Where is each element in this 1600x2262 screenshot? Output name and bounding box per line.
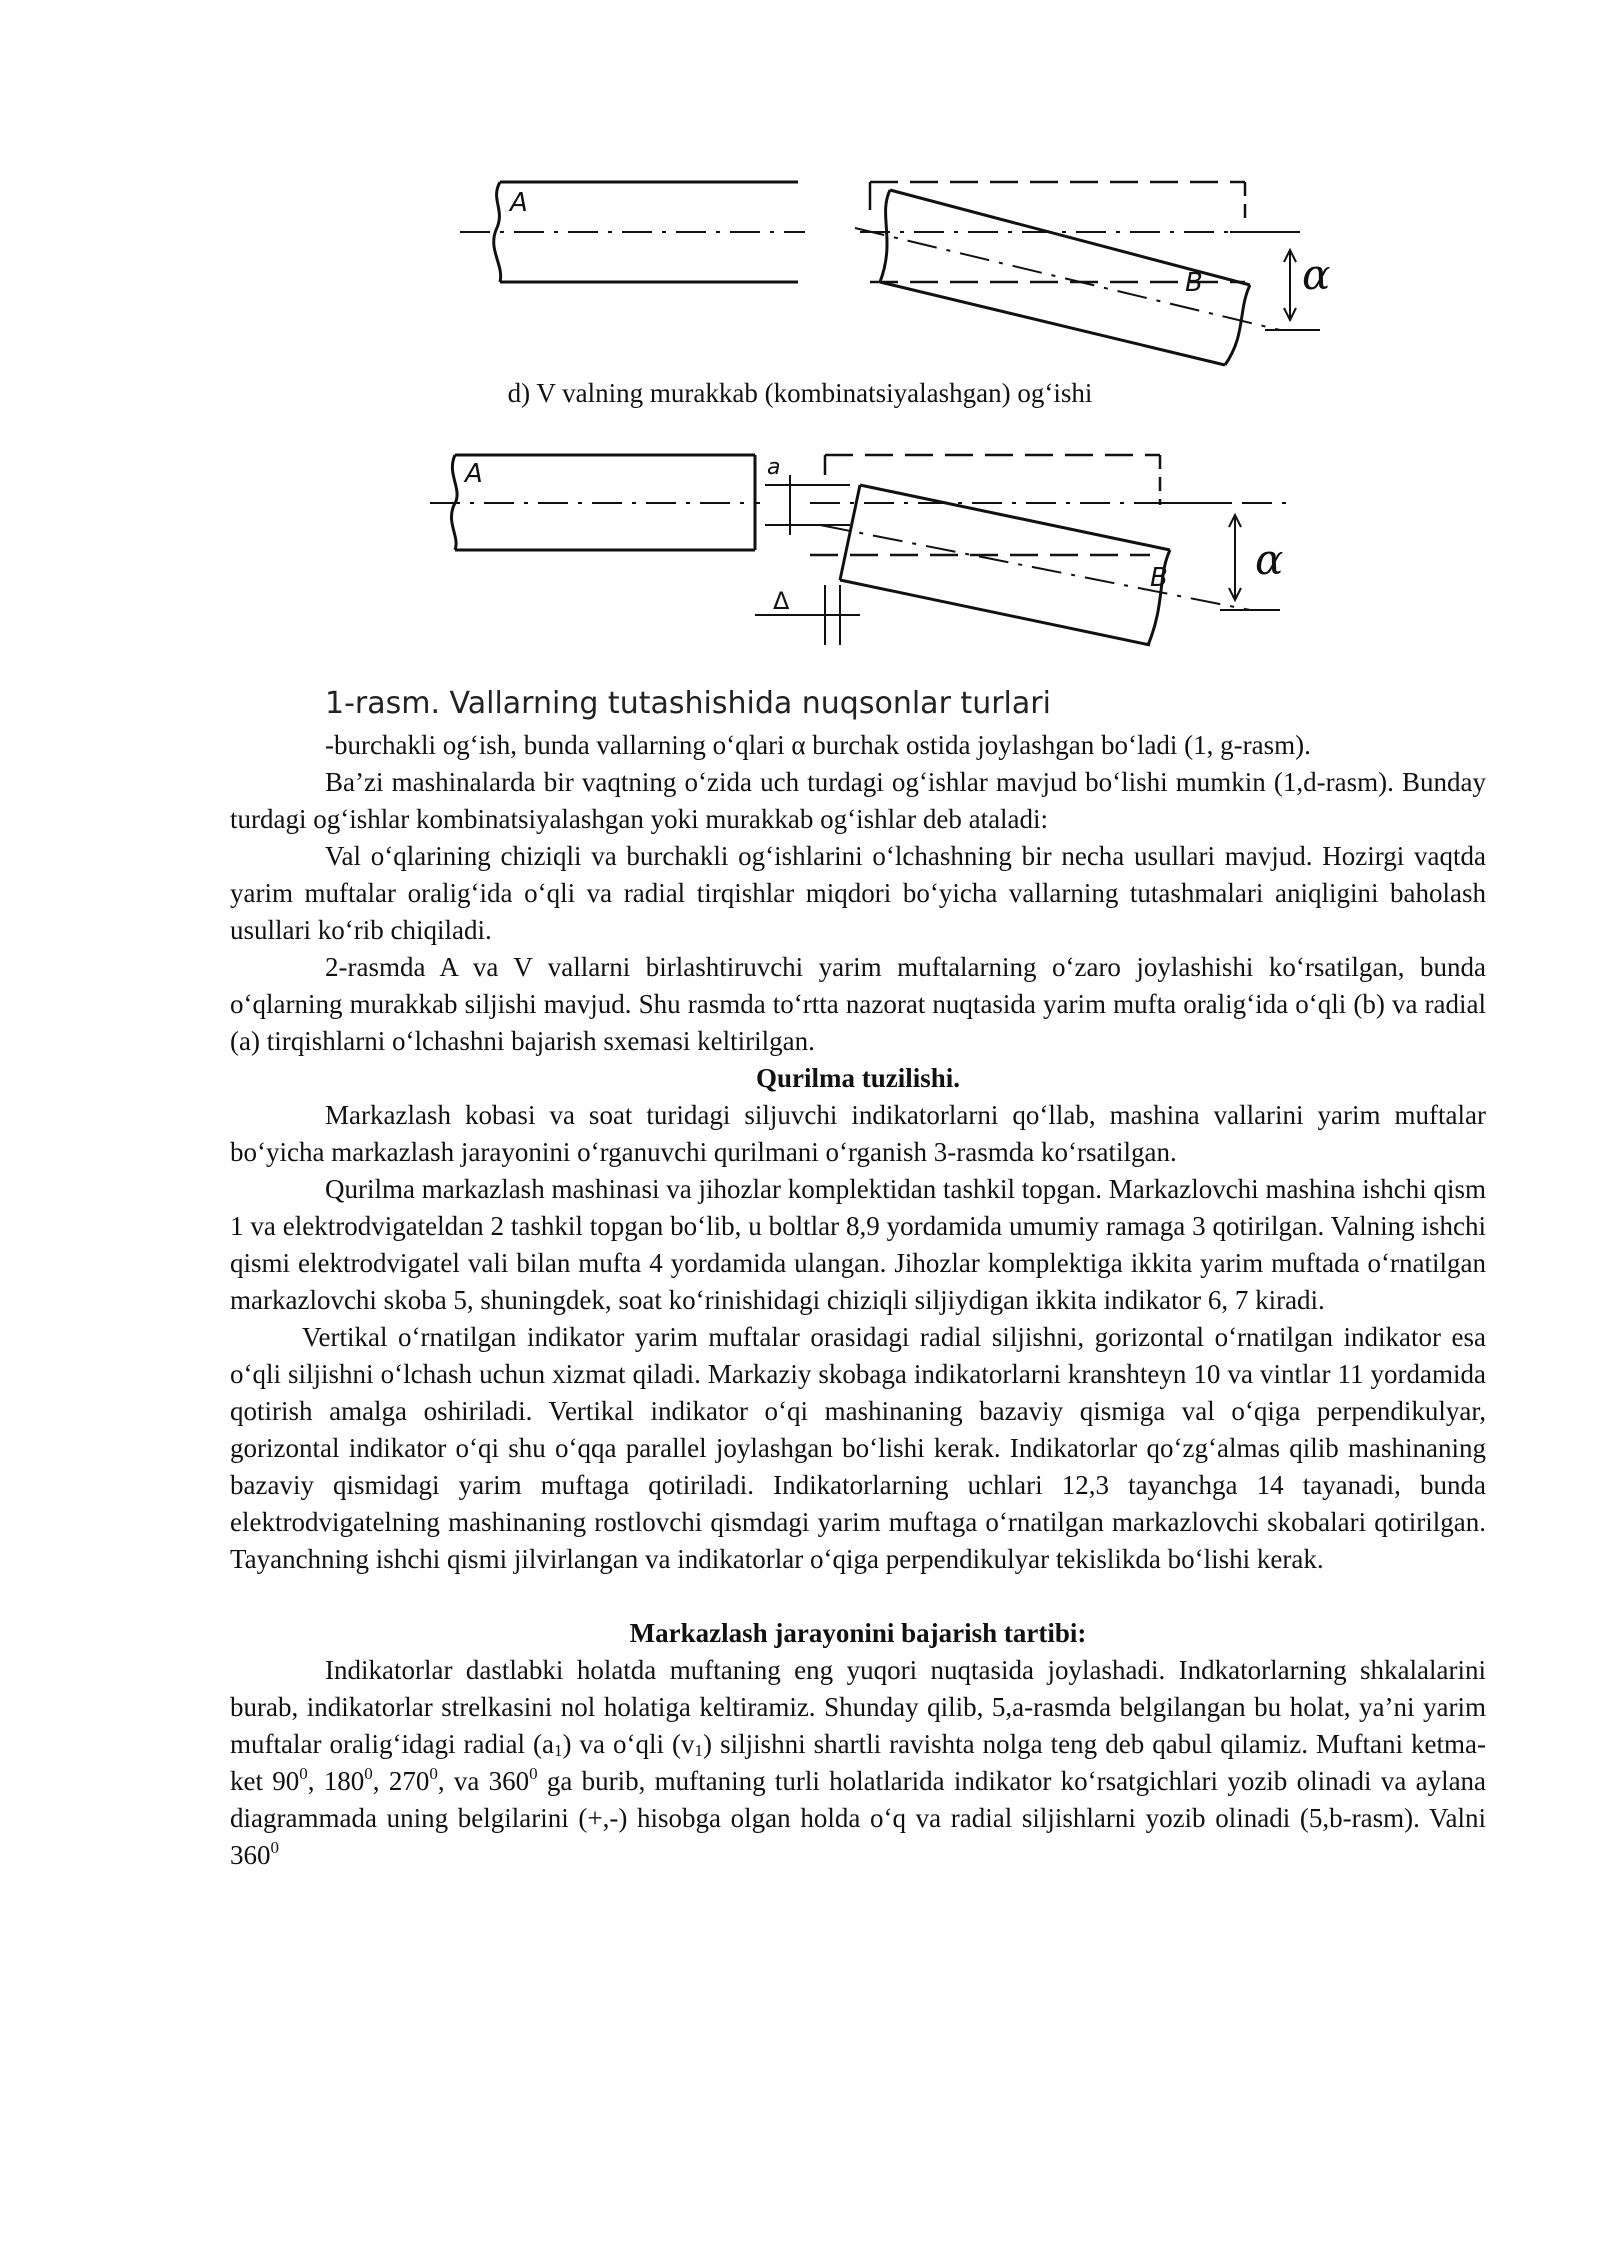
shaft-b-label: B — [1185, 268, 1203, 298]
angle-alpha-label: α — [1302, 250, 1331, 299]
angle-alpha-label: α — [1255, 535, 1284, 584]
figure-e-drawing — [430, 445, 1330, 665]
paragraph-measurement-methods: Val o‘qlarining chiziqli va burchakli og‘ishlarini o‘lchashning bir necha usullari mavjud. Hozirgi vaqtda yarim muftalar oralig‘ida o‘qli va radial tirqishlar miqdori bo‘yicha vallarning tutashmalari aniqligini baholash usullari ko‘rib chiqiladi. — [230, 841, 1486, 945]
figure-d-combined-misalignment — [460, 170, 1340, 375]
shaft-a-label: A — [510, 188, 528, 218]
delta-label: Δ — [773, 587, 790, 615]
figure-d-drawing — [460, 170, 1340, 375]
document-body — [230, 727, 1486, 1874]
paragraph-device-intro: Markazlash kobasi va soat turidagi siljuvchi indikatorlarni qo‘llab, mashina vallarini yarim muftalar bo‘yicha markazlash jarayonini o‘rganuvchi qurilmani o‘rganish 3-rasmda ko‘rsatilgan. — [230, 1100, 1486, 1167]
radial-gap-label: a — [767, 455, 781, 480]
paragraph-indicators: Vertikal o‘rnatilgan indikator yarim muftalar orasidagi radial siljishni, gorizontal o‘rnatilgan indikator esa o‘qli siljishni o‘lchash uchun xizmat qiladi. Markaziy skobaga indikatorlarni kranshteyn 10 va vintlar 11 yordamida qotirish amalga oshiriladi. Vertikal indikator o‘qi mashinaning bazaviy qismiga val o‘qiga perpendikulyar, gorizontal indikator o‘qi shu o‘qqa parallel joylashgan bo‘lishi kerak. Indikatorlar qo‘zg‘almas qilib mashinaning bazaviy qismidagi yarim muftaga qotiriladi. Indikatorlarning uchlari 12,3 tayanchga 14 tayanadi, bunda elektrodvigatelning mashinaning rostlovchi qismdagi yarim muftaga o‘rnatilgan markazlovchi skobalari qotirilgan. Tayanchning ishchi qismi jilvirlangan va indikatorlar o‘qiga perpendikulyar tekislikda bo‘lishi kerak. — [230, 1322, 1486, 1574]
paragraph-figure2: 2-rasmda A va V vallarni birlashtiruvchi yarim muftalarning o‘zaro joylashishi ko‘rsatilgan, bunda o‘qlarning murakkab siljishi mavjud. Shu rasmda to‘rtta nazorat nuqtasida yarim mufta oralig‘ida o‘qli (b) va radial (a) tirqishlarni o‘lchashni bajarish sxemasi keltirilgan. — [230, 952, 1486, 1056]
heading-procedure: Markazlash jarayonini bajarish tartibi: — [629, 1618, 1087, 1648]
paragraph-angular-misalignment: -burchakli og‘ish, bunda vallarning o‘qlari α burchak ostida joylashgan bo‘ladi (1, g-rasm). — [325, 730, 1311, 760]
paragraph-device-components: Qurilma markazlash mashinasi va jihozlar komplektidan tashkil topgan. Markazlovchi mashina ishchi qism 1 va elektrodvigateldan 2 tashkil topgan bo‘lib, u boltlar 8,9 yordamida umumiy ramaga 3 qotirilgan. Valning ishchi qismi elektrodvigatel vali bilan mufta 4 yordamida ulangan. Jihozlar komplektiga ikkita yarim muftada o‘rnatilgan markazlovchi skoba 5, shuningdek, soat ko‘rinishidagi chiziqli siljiydigan ikkita indikator 6, 7 kiradi. — [230, 1174, 1486, 1315]
figure-title: 1-rasm. Vallarning tutashishida nuqsonlar turlari — [325, 686, 1051, 721]
shaft-a-label: A — [465, 459, 483, 489]
figure-e-misalignment — [430, 445, 1330, 665]
heading-device-structure: Qurilma tuzilishi. — [755, 1063, 961, 1093]
figure-d-caption: d) V valning murakkab (kombinatsiyalashgan) og‘ishi — [507, 378, 1093, 408]
shaft-b-label: B — [1150, 563, 1168, 593]
paragraph-procedure: Indikatorlar dastlabki holatda muftaning eng yuqori nuqtasida joylashadi. Indkatorlarning shkalalarini burab, indikatorlar strelkasini nol holatiga keltiramiz. Shunday qilib, 5,a-rasmda belgilangan bu holat, ya’ni yarim muftalar oralig‘idagi radial $(a_1)$ va o‘qli $(v_1)$ siljishni shartli ravishta nolga teng deb qabul qilamiz. Muftani ketma-ket $90^0$, $180^0$, $270^0$, va $360^0$ ga burib, muftaning turli holatlarida indikator ko‘rsatgichlari yozib olinadi va aylana diagrammada uning belgilarini (+,-) hisobga olgan holda o‘q va radial siljishlarni yozib olinadi (5,b-rasm). Valni $360^0$ — [230, 1655, 1487, 1870]
paragraph-combined-misalignment: Ba’zi mashinalarda bir vaqtning o‘zida uch turdagi og‘ishlar mavjud bo‘lishi mumkin (1,d-rasm). Bunday turdagi og‘ishlar kombinatsiyalashgan yoki murakkab og‘ishlar deb ataladi: — [230, 767, 1486, 834]
